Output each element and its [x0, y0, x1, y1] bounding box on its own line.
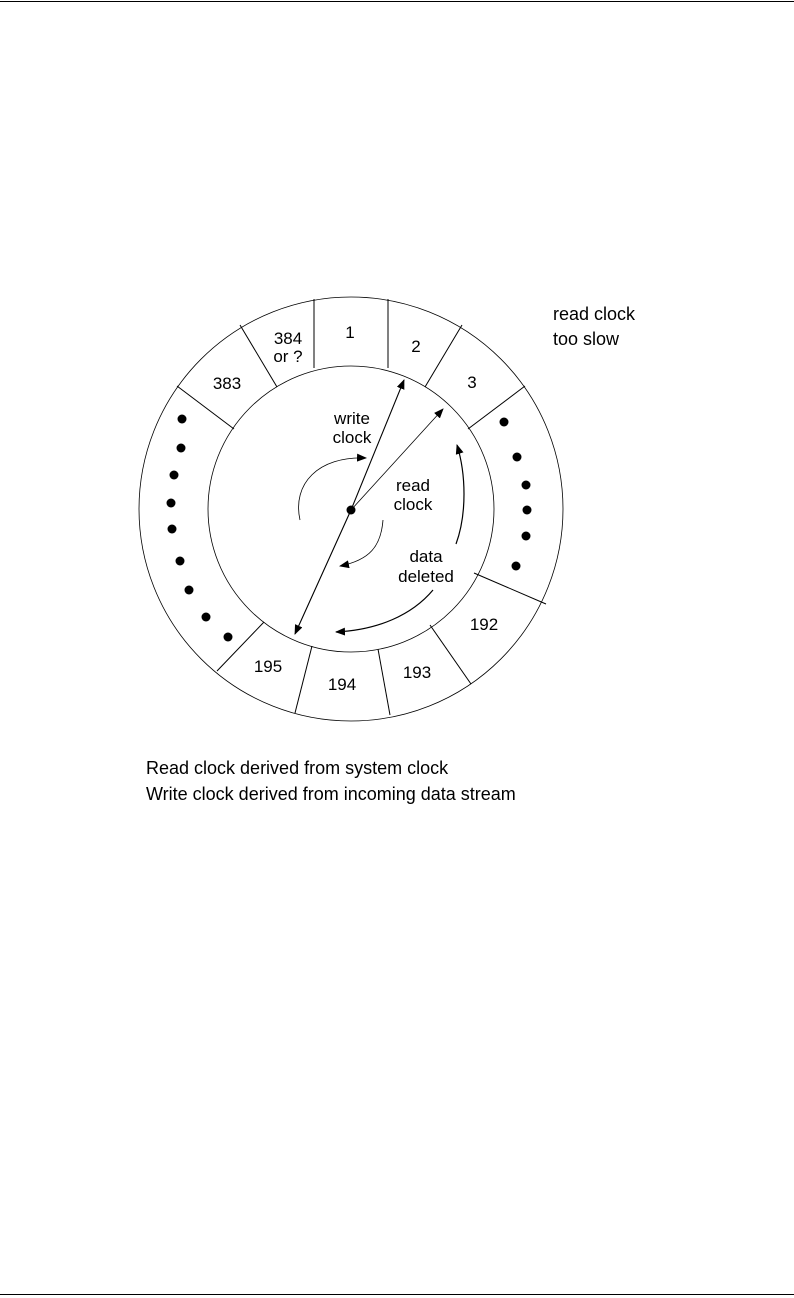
bottom-rule: [0, 1294, 794, 1295]
write-clock-label-line1: write: [334, 409, 370, 428]
ellipsis-dots-right: [500, 418, 532, 571]
data-deleted-label-line1: data: [409, 547, 443, 566]
slot-divider: [430, 625, 471, 684]
caption-line1: Read clock derived from system clock: [146, 758, 449, 778]
slot-divider: [295, 646, 312, 713]
data-deleted-arc-lower: [336, 590, 433, 632]
slot-label-193: 193: [402, 663, 432, 682]
slot-label-192: 192: [469, 615, 499, 634]
caption-line2: Write clock derived from incoming data stream: [146, 784, 516, 804]
slot-divider: [468, 386, 525, 429]
slot-divider: [240, 325, 277, 387]
annotation-line2: too slow: [553, 329, 620, 349]
read-clock-label-line2: clock: [393, 495, 433, 514]
write-clock-label-line2: clock: [332, 428, 372, 447]
read-clock-label-line1: read: [395, 476, 431, 495]
slot-label-383: 383: [212, 374, 242, 393]
slot-label-384-alt: or ?: [273, 347, 303, 366]
read-clock-rotation-arrow: [340, 520, 383, 566]
slot-divider: [425, 325, 462, 387]
slot-label-1: 1: [345, 323, 355, 342]
data-deleted-arc-upper: [456, 445, 464, 544]
slot-label-384: 384: [273, 329, 303, 348]
slot-divider: [474, 573, 546, 604]
data-deleted-label-line2: deleted: [398, 567, 454, 586]
annotation-line1: read clock: [553, 304, 636, 324]
ellipsis-dots-left: [167, 415, 233, 642]
slot-divider: [378, 649, 390, 715]
slot-label-195: 195: [253, 657, 283, 676]
write-clock-rotation-arrow: [299, 458, 366, 520]
slot-label-194: 194: [327, 675, 357, 694]
slot-label-2: 2: [411, 337, 421, 356]
write-clock-pointer-tail: [295, 510, 351, 634]
slot-label-3: 3: [467, 373, 477, 392]
